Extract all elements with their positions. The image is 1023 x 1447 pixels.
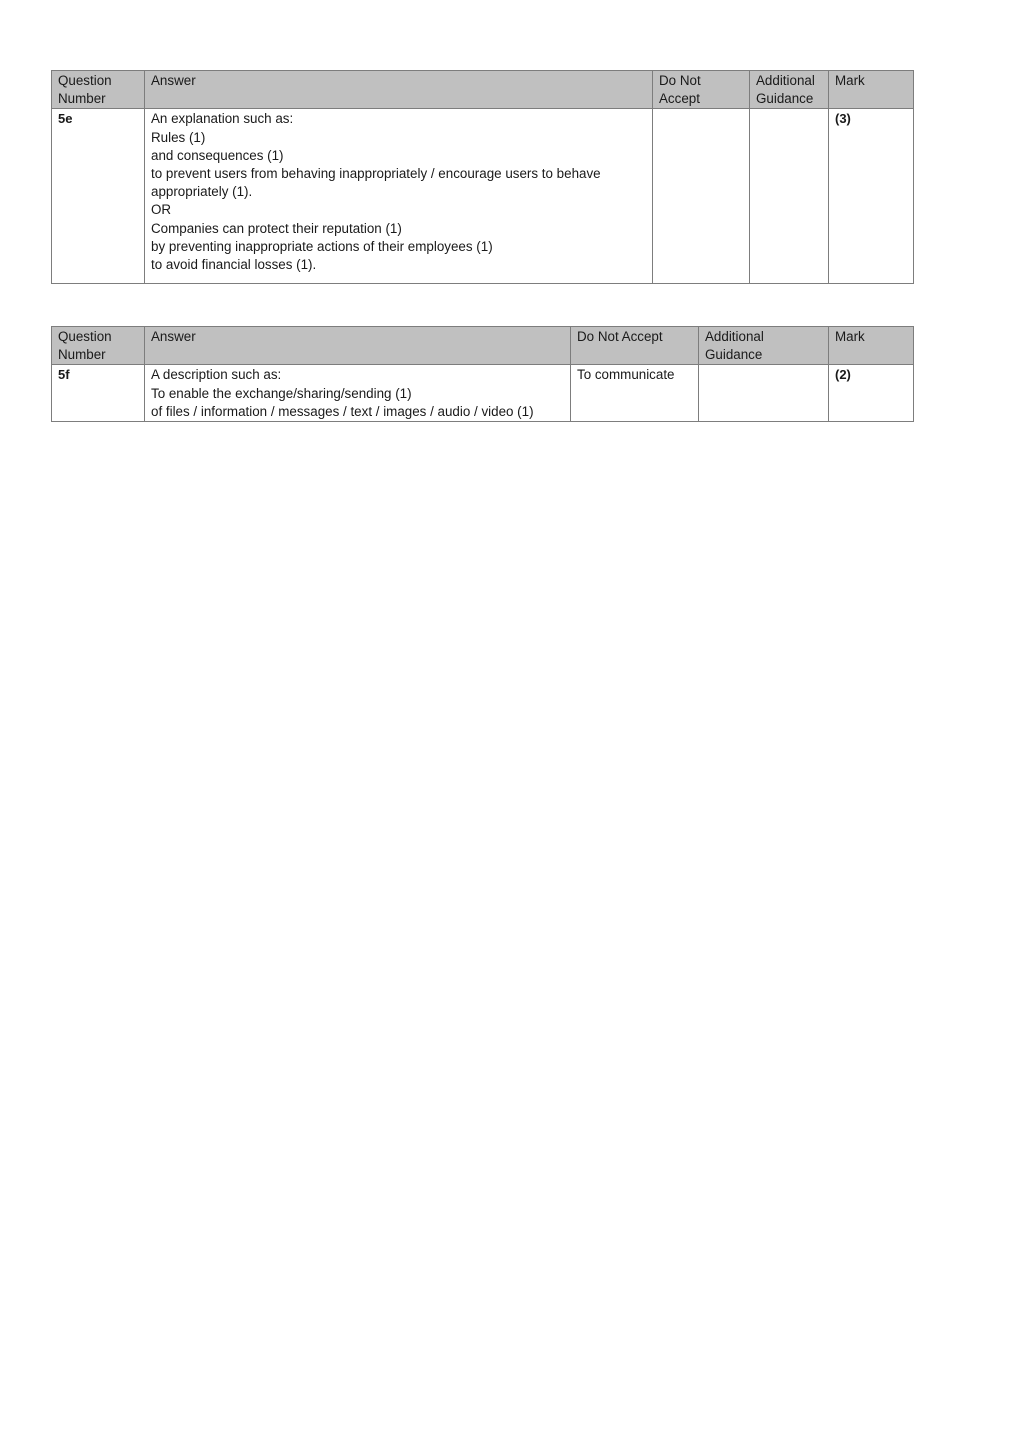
- header-additional-guidance: Additional Guidance: [750, 71, 829, 109]
- header-do-not-accept: Do Not Accept: [653, 71, 750, 109]
- answer-line: To enable the exchange/sharing/sending (1): [151, 385, 412, 401]
- answer-line: Companies can protect their reputation (1): [151, 220, 402, 236]
- header-question-number: Question Number: [52, 71, 145, 109]
- answer-cell: [145, 365, 571, 422]
- header-row: [52, 327, 914, 365]
- additional-guidance-cell: [699, 365, 829, 422]
- answer-line: OR: [151, 202, 172, 218]
- header-answer: Answer: [145, 327, 571, 365]
- answer-line: to avoid financial losses (1).: [151, 257, 317, 273]
- table-row: [52, 109, 914, 284]
- table-row: [52, 365, 914, 422]
- header-row: [52, 71, 914, 109]
- header-do-not-accept: Do Not Accept: [571, 327, 699, 365]
- answer-line: by preventing inappropriate actions of their employees (1): [151, 238, 493, 254]
- do-not-accept-cell: To communicate: [571, 365, 699, 422]
- header-mark: Mark: [829, 327, 914, 365]
- do-not-accept-cell: [653, 109, 750, 284]
- additional-guidance-cell: [750, 109, 829, 284]
- answer-line: of files / information / messages / text / images / audio / video (1): [151, 403, 534, 419]
- header-question-number: Question Number: [52, 327, 145, 365]
- header-answer: Answer: [145, 71, 653, 109]
- mark-scheme-table-5f: [51, 326, 914, 422]
- question-number: 5f: [52, 365, 145, 422]
- answer-line: Rules (1): [151, 129, 206, 145]
- answer-line: A description such as:: [151, 367, 282, 383]
- mark-scheme-table-5e: [51, 70, 914, 284]
- mark-cell: (3): [829, 109, 914, 284]
- mark-cell: (2): [829, 365, 914, 422]
- header-mark: Mark: [829, 71, 914, 109]
- answer-cell: [145, 109, 653, 284]
- answer-line: to prevent users from behaving inappropriately / encourage users to behave appropriately (1).: [151, 166, 601, 200]
- question-number: 5e: [52, 109, 145, 284]
- answer-line: An explanation such as:: [151, 111, 294, 127]
- header-additional-guidance: Additional Guidance: [699, 327, 829, 365]
- answer-line: and consequences (1): [151, 147, 284, 163]
